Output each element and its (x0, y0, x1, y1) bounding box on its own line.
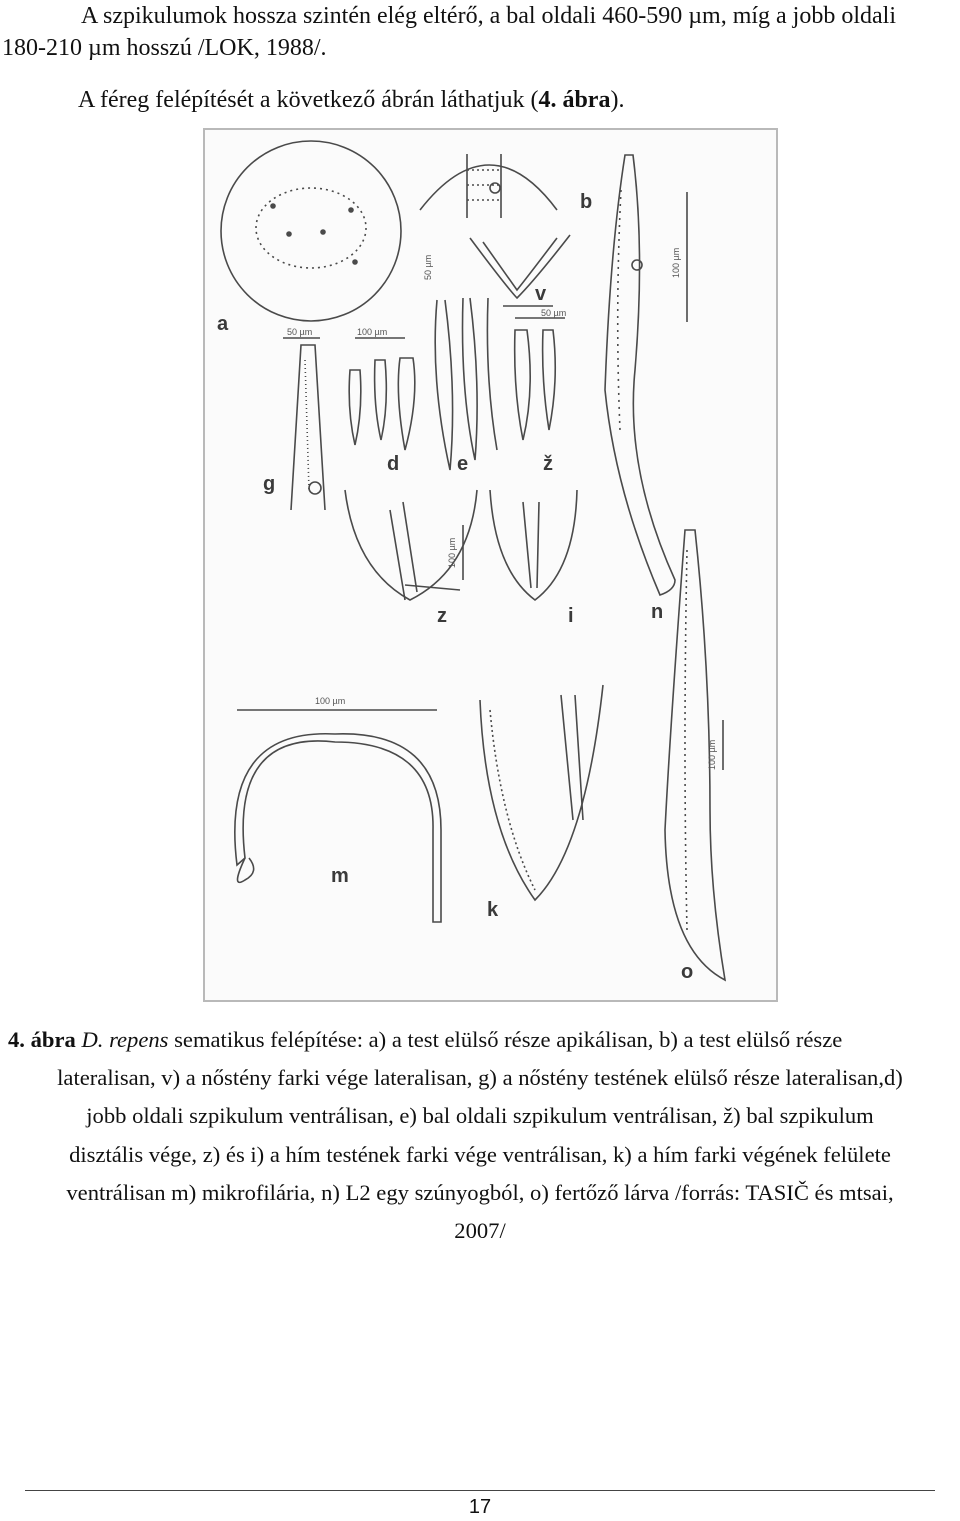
label-b: b (580, 191, 593, 213)
intro-line-1: A szpikulumok hossza szintén elég eltérő, a bal oldali 460-590 µm, míg a jobb oldali (81, 3, 897, 29)
label-v: v (535, 283, 547, 305)
caption-genus: D. (81, 1027, 104, 1052)
label-zh: ž (543, 453, 553, 475)
scale-label-g: 50 µm (287, 327, 313, 337)
scale-label-n: 100 µm (671, 247, 681, 278)
label-z: z (437, 605, 447, 627)
figure-reference-sentence (78, 84, 624, 116)
panel-v-female-tail (470, 235, 570, 306)
scale-label-z: 100 µm (447, 537, 457, 568)
caption-figure-number: 4. ábra (8, 1027, 76, 1052)
label-n: n (651, 601, 664, 623)
scale-label-b: 50 µm (423, 254, 433, 280)
scale-label-m: 100 µm (315, 696, 346, 706)
panel-n-l2-larva (605, 155, 687, 595)
anatomy-figure (203, 128, 778, 1002)
label-g: g (263, 473, 276, 495)
panel-g-female-anterior (283, 338, 325, 510)
panel-d-right-spicule (349, 338, 415, 450)
figure-reference-text: A féreg felépítését a következő ábrán láthatjuk ( (78, 87, 539, 113)
label-d: d (387, 453, 400, 475)
intro-paragraph (0, 0, 960, 64)
panel-b-anterior-lateral (420, 154, 557, 218)
label-a: a (217, 313, 229, 335)
caption-species: repens (109, 1027, 169, 1052)
label-i: i (568, 605, 574, 627)
scale-label-d: 100 µm (357, 327, 388, 337)
label-e: e (457, 453, 469, 475)
footer-divider (25, 1490, 935, 1491)
caption-line-3: jobb oldali szpikulum ventrálisan, e) bal oldali szpikulum ventrálisan, ž) bal szpikulum (86, 1103, 874, 1129)
panel-i-male-tail (490, 490, 577, 600)
intro-line-2: 180-210 µm hosszú /LOK, 1988/. (2, 35, 327, 61)
panel-e-left-spicule (435, 298, 497, 470)
caption-line-1-text: sematikus felépítése: a) a test elülső része apikálisan, b) a test elülső része (174, 1027, 843, 1052)
label-o: o (681, 961, 694, 983)
panel-z-male-tail (345, 490, 477, 600)
scale-label-v: 50 µm (541, 308, 567, 318)
figure-caption (0, 1021, 960, 1250)
figure-reference-close: ). (610, 87, 625, 113)
panel-a-apical-view (221, 141, 401, 321)
panel-m-microfilaria (235, 710, 441, 922)
scale-label-o: 100 µm (707, 739, 717, 770)
panel-zh-spicule-distal (515, 318, 565, 440)
caption-line-6: 2007/ (454, 1218, 506, 1244)
figure-reference-link: 4. ábra (538, 87, 611, 113)
caption-line-5: ventrálisan m) mikrofilária, n) L2 egy szúnyogból, o) fertőző lárva /forrás: TASIČ és mtsai, (66, 1179, 894, 1205)
label-m: m (331, 865, 349, 887)
dirofilaria-drawing (205, 130, 776, 1000)
label-k: k (487, 899, 499, 921)
caption-line-4: disztális vége, z) és i) a hím testének farki vége ventrálisan, k) a hím farki végének felülete (69, 1141, 891, 1167)
panel-k-male-tail-surface (480, 685, 603, 900)
caption-line-2: lateralisan, v) a nőstény farki vége lateralisan, g) a nőstény testének elülső része lateralisan,d) (57, 1065, 903, 1091)
caption-line-1 (0, 1021, 960, 1059)
page-number: 17 (468, 1496, 492, 1518)
